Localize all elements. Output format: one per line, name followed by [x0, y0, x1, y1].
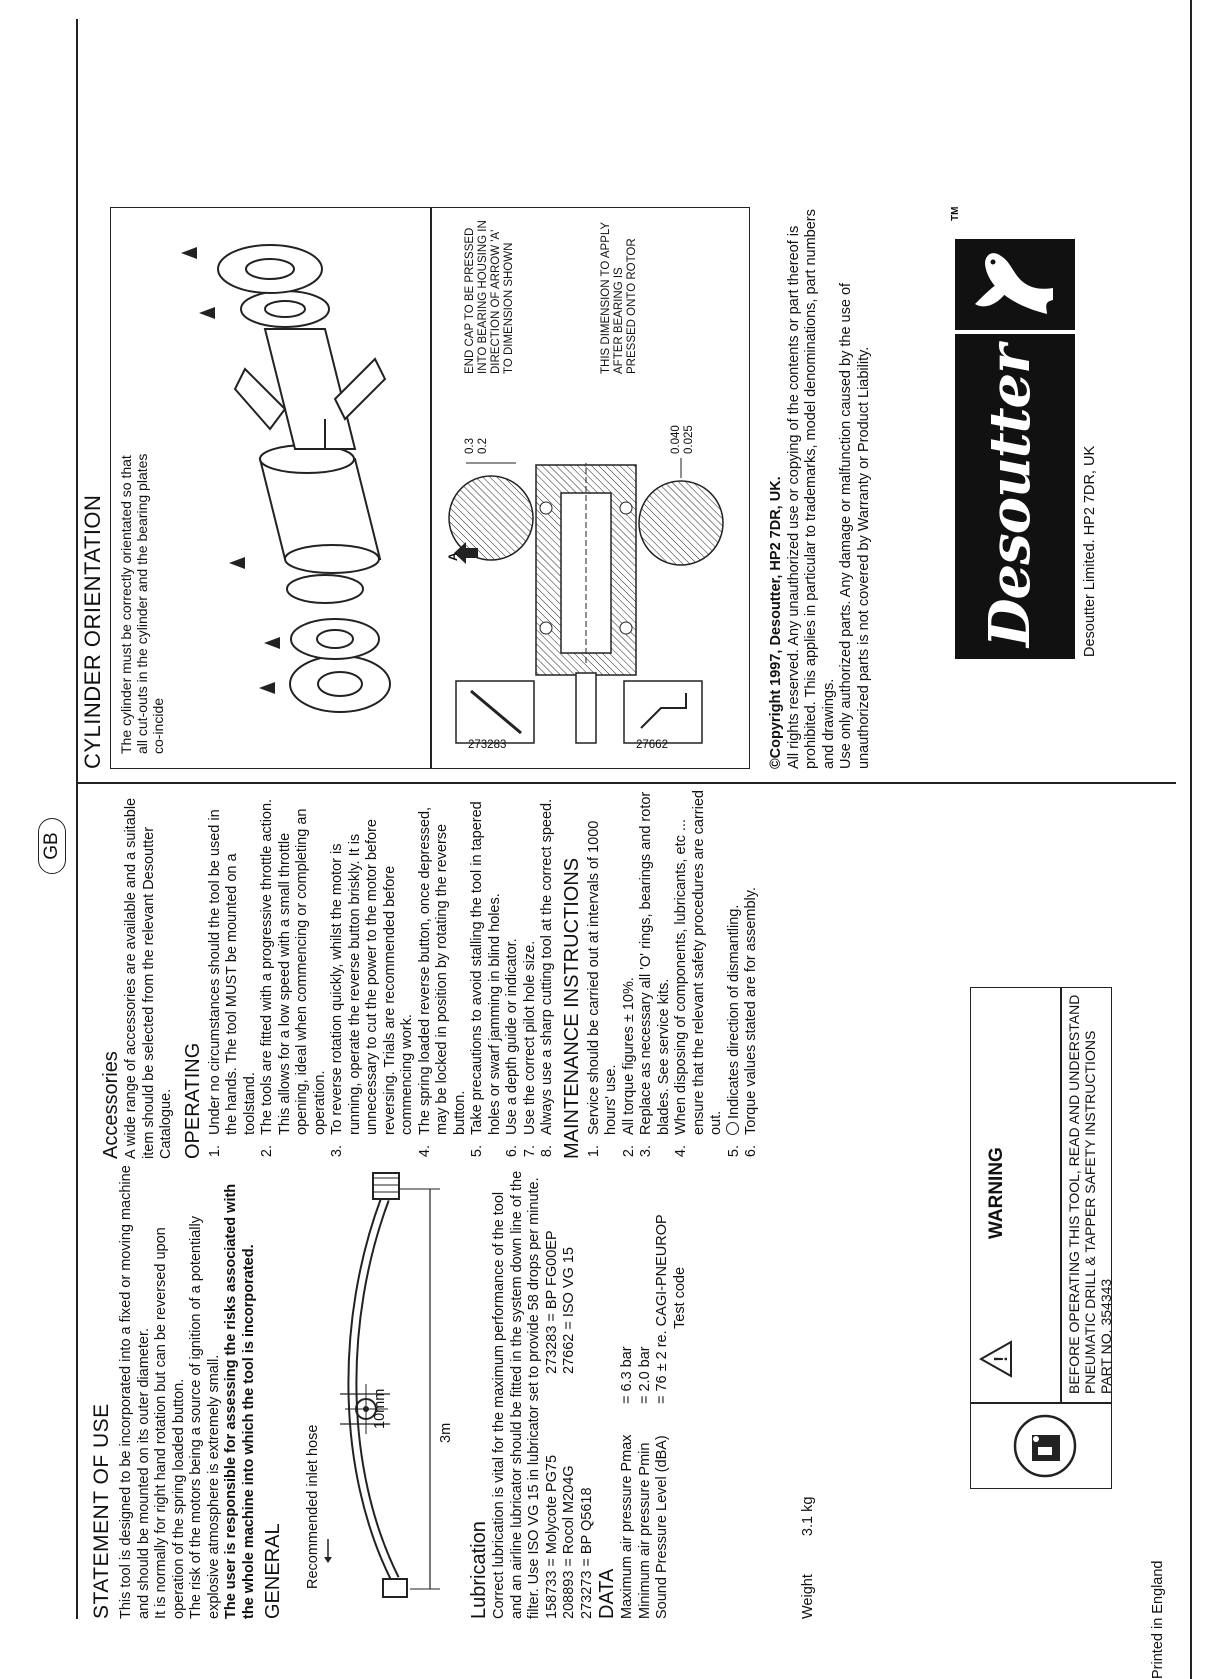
operating-title: OPERATING	[181, 1042, 204, 1159]
data-value: = 76 ± 2 re. CAGI-PNEUROP	[654, 1214, 670, 1404]
lubrication-section	[468, 1164, 689, 1619]
warning-divider-h	[1060, 988, 1062, 1403]
part-number-bottom: 27662	[636, 739, 668, 751]
lubricant-item: 208893 = Rocol M204G	[561, 1465, 577, 1619]
copyright-title: ©Copyright 1997, Desoutter, HP2 7DR, UK.	[768, 476, 784, 769]
warning-title: WARNING	[986, 1147, 1007, 1239]
note-end-cap: END CAP TO BE PRESSED INTO BEARING HOUSING IN DIRECTION OF ARROW 'A' TO DIMENSION SHOWN	[464, 220, 515, 374]
maintenance-list	[586, 789, 761, 1159]
data-value: = 6.3 bar	[619, 1346, 635, 1404]
dim-b1: 0.040	[670, 425, 682, 454]
maintenance-title: MAINTENANCE INSTRUCTIONS	[560, 857, 583, 1159]
printed-in: Printed in England	[1150, 1560, 1166, 1679]
inlet-hose-diagram	[300, 1149, 460, 1619]
lubrication-text: Correct lubrication is vital for the maximum performance of the tool and an airline lubricator should be fitted in the system down line of the filter. Use ISO VG 15 in lubricator set to provide 58 drops per minute.	[491, 1170, 542, 1619]
hose-diameter-label: 10mm	[372, 1388, 388, 1429]
maintenance-item: 1. Service should be carried out at intervals of 1000 hours' use.	[586, 789, 621, 1141]
copyright-block	[768, 209, 873, 769]
weight-row	[800, 1497, 816, 1619]
bearing-notes-top	[464, 214, 516, 454]
hose-length-label: 3m	[438, 1422, 454, 1443]
lubricant-item: 273273 = BP Q5618	[578, 1487, 595, 1619]
cylinder-title: CYLINDER ORIENTATION	[80, 494, 105, 769]
maintenance-item-text: Indicates direction of dismantling.	[725, 904, 742, 1119]
operating-item: 6. Use a depth guide or indicator.	[504, 789, 522, 1141]
rotor-icon	[265, 329, 355, 449]
lubricant-item: 273283 = BP FG00EP	[543, 1230, 560, 1374]
warning-divider	[970, 1403, 1112, 1405]
column-3	[80, 209, 106, 769]
maintenance-item: 6. Torque values stated are for assembly.	[743, 789, 761, 1141]
data-label: Minimum air pressure Pmin	[636, 1442, 653, 1619]
operating-item: 8. Always use a sharp cutting tool at the correct speed.	[539, 789, 557, 1141]
read-manual-icon	[1012, 1413, 1078, 1479]
warning-text: BEFORE OPERATING THIS TOOL, READ AND UNDERSTAND PNEUMATIC DRILL & TAPPER SAFETY INSTRUCTIONS PART NO. 354343	[1066, 994, 1114, 1394]
hose-label: Recommended inlet hose	[305, 1424, 321, 1589]
maintenance-item: 4. When disposing of components, lubricants, etc ... ensure that the relevant safety procedures are carried out.	[673, 789, 726, 1141]
company-address: Desoutter Limited. HP2 7DR, UK	[1082, 445, 1098, 657]
maintenance-item: 3. Replace as necessary all 'O' rings, bearings and rotor blades. See service kits.	[638, 789, 673, 1141]
data-value: = 2.0 bar	[636, 1346, 653, 1404]
accessories-text: A wide range of accessories are available and a suitable item should be selected from the relevant Desoutter Catalogue.	[123, 797, 174, 1159]
bearing-section-drawing	[436, 453, 742, 763]
grease-tool-icon	[624, 681, 702, 743]
operating-list	[207, 789, 557, 1159]
column-separator	[76, 783, 1176, 785]
maintenance-item: 2. All torque figures ± 10%.	[621, 789, 639, 1141]
statement-title: STATEMENT OF USE	[90, 1403, 113, 1619]
copyright-text: All rights reserved. Any unauthorized use or copying of the contents or part thereof is prohibited. This applies in particular to trademarks, model denominations, part numbers and drawings.	[785, 209, 837, 769]
svg-text:!: !	[991, 1356, 1011, 1362]
column-2	[100, 789, 765, 1159]
operating-item: 7. Use the correct pilot hole size.	[522, 789, 540, 1141]
accessories-title: Accessories	[100, 1051, 122, 1159]
operating-item: 4. The spring loaded reverse button, once depressed, may be locked in position by rotating the reverse button.	[417, 789, 470, 1141]
cylinder-icon	[260, 459, 380, 559]
note-dimension: THIS DIMENSION TO APPLY AFTER BEARING IS PRESSED ONTO ROTOR	[600, 222, 638, 374]
lubricant-item: 158733 = Molycote PG75	[543, 1454, 560, 1619]
bottom-rule	[1190, 0, 1192, 1679]
brand-logo	[955, 239, 1075, 659]
cylinder-exploded-view	[175, 219, 420, 749]
trademark-symbol: TM	[950, 206, 961, 221]
statement-bold-note: The user is responsible for assessing the risks associated with the whole machine into which the tool is incorporated.	[223, 1183, 257, 1619]
statement-p3: The risk of the motors being a source of ignition of a potentially explosive atmosphere is extremely small.	[188, 1216, 222, 1619]
lubrication-title: Lubrication	[468, 1521, 490, 1619]
detail-b-icon	[639, 481, 723, 565]
operating-item: 2. The tools are fitted with a progressive throttle action. This allows for a low speed with a small throttle opening, ideal when commencing or completing an operation.	[259, 789, 329, 1141]
dim-a1: 0.3	[464, 438, 476, 454]
test-code: Test code	[671, 1266, 688, 1329]
pegasus-icon	[967, 244, 1063, 324]
data-label: Sound Pressure Level (dBA)	[654, 1435, 670, 1619]
dim-b2: 0.025	[683, 425, 695, 454]
cylinder-text: The cylinder must be correctly orientated so that all cut-outs in the cylinder and the bearing plates co-incide	[118, 453, 166, 754]
part-number-top: 273283	[468, 739, 507, 751]
data-title: DATA	[596, 1568, 618, 1619]
data-label: Maximum air pressure Pmax	[619, 1434, 635, 1619]
column-1	[90, 1164, 285, 1619]
dim-a2: 0.2	[477, 438, 489, 454]
statement-p1: This tool is designed to be incorporated into a fixed or moving machine and should be mounted on its outer diameter.	[118, 1165, 152, 1619]
weight-value: 3.1 kg	[800, 1496, 816, 1537]
dismantling-direction-icon	[726, 1122, 739, 1135]
lubricant-item: 27662 = ISO VG 15	[561, 1247, 577, 1374]
arrow-a-label: A	[446, 552, 460, 561]
statement-p2: It is normally for right hand rotation but can be reversed upon operation of the spring loaded button.	[153, 1227, 187, 1619]
weight-label: Weight	[800, 1574, 816, 1619]
general-title: GENERAL	[262, 1523, 284, 1619]
operating-item: 3. To reverse rotation quickly, whilst the motor is running, operate the reverse button briskly. It is unnecessary to cut the power to the motor before reversing. Trials are recommended before commencing work.	[329, 789, 417, 1141]
brand-wordmark: Desoutter	[977, 345, 1043, 647]
warning-triangle-icon	[978, 1339, 1014, 1379]
maintenance-item	[726, 789, 744, 1141]
top-rule	[76, 19, 78, 1619]
warranty-text: Use only authorized parts. Any damage or malfunction caused by the use of unauthorized parts is not covered by Warranty or Product Liability.	[838, 282, 872, 769]
bearing-notes-bottom	[600, 214, 696, 454]
operating-item: 1. Under no circumstances should the tool be used in the hands. The tool MUST be mounted on a toolstand.	[207, 789, 260, 1141]
operating-item: 5. Take precautions to avoid stalling the tool in tapered holes or swarf jamming in blind holes.	[469, 789, 504, 1141]
language-badge: GB	[38, 818, 66, 874]
